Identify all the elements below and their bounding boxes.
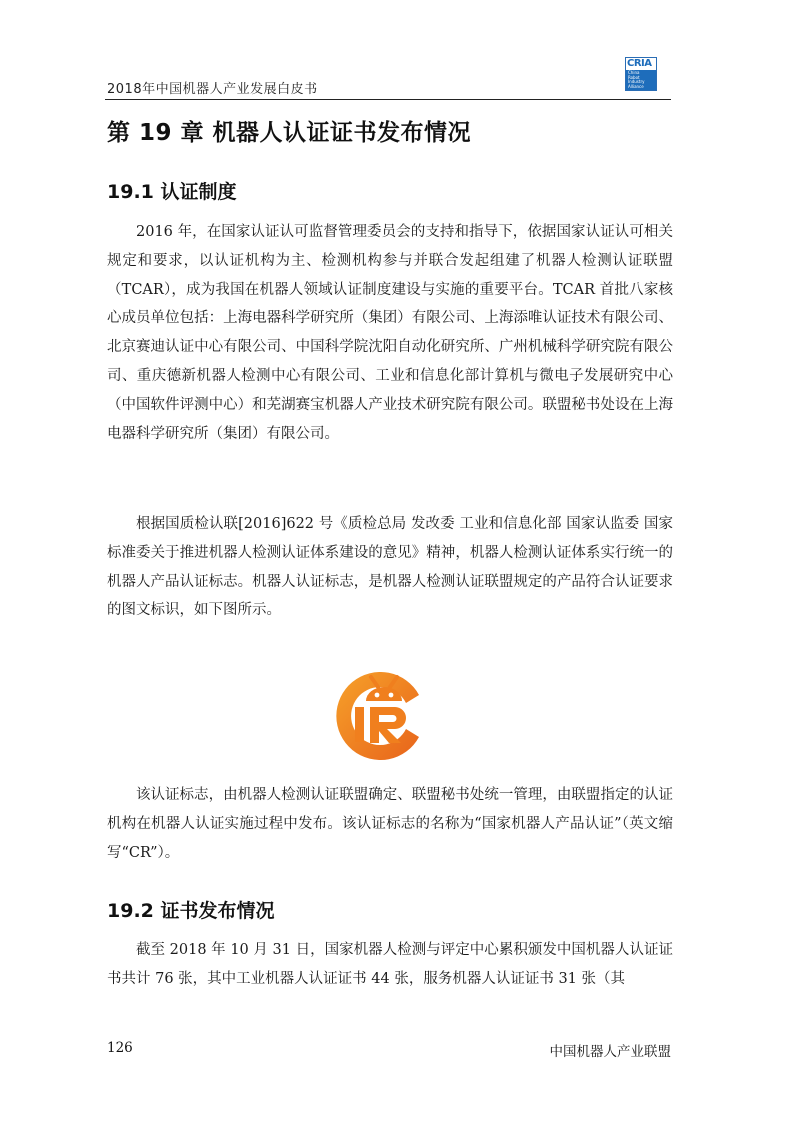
section-title-19-2: 19.2 证书发布情况 <box>107 900 275 922</box>
header-divider <box>105 99 671 100</box>
section-title-19-1: 19.1 认证制度 <box>107 181 237 203</box>
chapter-title: 第 19 章 机器人认证证书发布情况 <box>107 120 472 146</box>
running-header-title: 2018年中国机器人产业发展白皮书 <box>107 82 318 97</box>
paragraph-certificate-stats: 截至 2018 年 10 月 31 日，国家机器人检测与评定中心累积颁发中国机器人认证证书共计 76 张，其中工业机器人认证证书 44 张，服务机器人认证证书 31 张（其 <box>107 942 673 987</box>
paragraph-cr-mark-management: 该认证标志，由机器人检测认证联盟确定、联盟秘书处统一管理，由联盟指定的认证机构在机器人认证实施过程中发布。该认证标志的名称为“国家机器人产品认证”（英文缩写“CR”）。 <box>107 787 673 861</box>
cria-logo <box>625 57 657 91</box>
paragraph-cr-mark-basis: 根据国质检认联[2016]622 号《质检总局 发改委 工业和信息化部 国家认监委 国家标准委关于推进机器人检测认证体系建设的意见》精神，机器人检测认证体系实行统一的机器人产品认证标志。机器人认证标志，是机器人检测认证联盟规定的产品符合认证要求的图文标识，如下图所示。 <box>107 516 673 619</box>
page-number: 126 <box>107 1040 133 1056</box>
cria-logo-text: CRIA <box>627 58 652 69</box>
footer-organization: 中国机器人产业联盟 <box>549 1044 671 1060</box>
cria-logo-subtitle: China Robot Industry Alliance <box>628 70 645 89</box>
cr-certification-logo <box>333 657 433 767</box>
paragraph-tcar-intro: 2016 年，在国家认证认可监督管理委员会的支持和指导下，依据国家认证认可相关规定和要求，以认证机构为主、检测机构参与并联合发起组建了机器人检测认证联盟（TCAR），成为我国在机器人领域认证制度建设与实施的重要平台。TCAR 首批八家核心成员单位包括：上海电器科学研究所（集团）有限公司、上海添唯认证技术有限公司、北京赛迪认证中心有限公司、中国科学院沈阳自动化研究所、广州机械科学研究院有限公司、重庆德新机器人检测中心有限公司、工业和信息化部计算机与微电子发展研究中心（中国软件评测中心）和芜湖赛宝机器人产业技术研究院有限公司。联盟秘书处设在上海电器科学研究所（集团）有限公司。 <box>107 224 673 442</box>
